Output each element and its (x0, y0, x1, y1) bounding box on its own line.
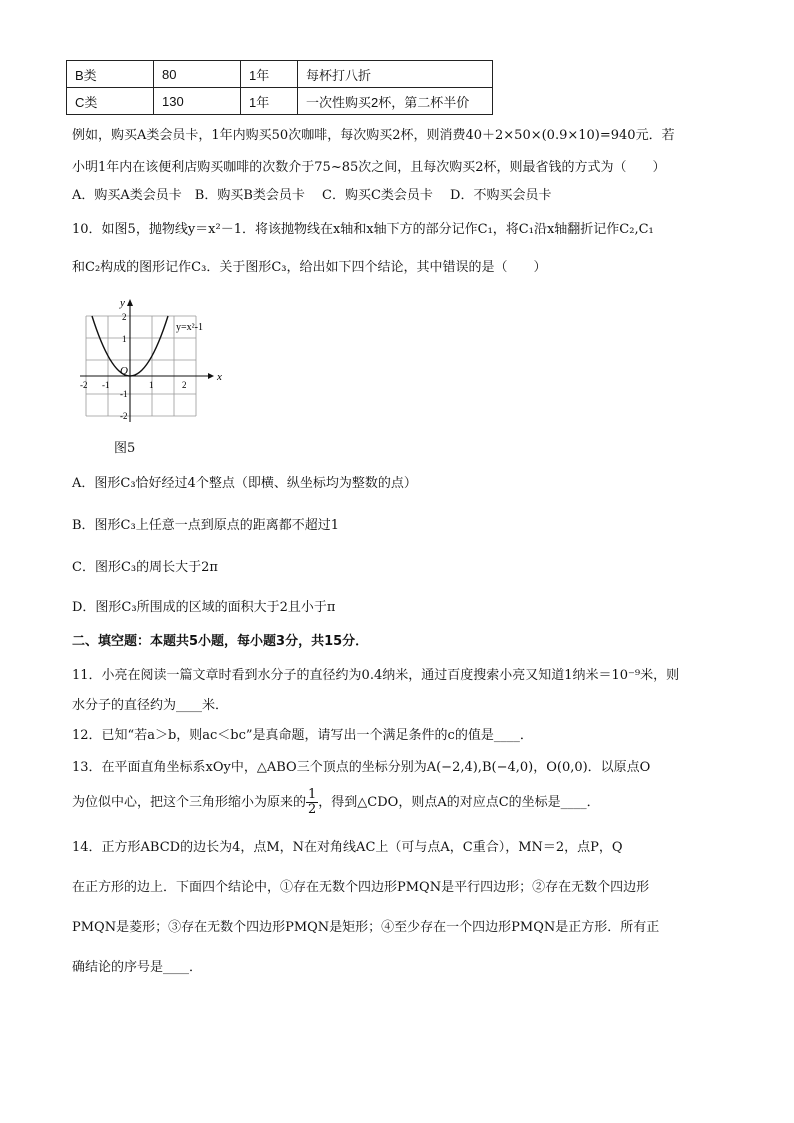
table-cell: 1年 (241, 88, 298, 115)
q9-line-2: 小明1年内在该便利店购买咖啡的次数介于75~85次之间，且每次购买2杯，则最省钱的方式为（ ） (72, 160, 666, 175)
table-cell: B类 (67, 61, 154, 88)
q10-line-1: 10．如图5，抛物线y＝x²－1．将该抛物线在x轴和x轴下方的部分记作C₁，将C₁沿x轴翻折记作C₂,C₁ (72, 222, 654, 237)
q14-line-3: PMQN是菱形；③存在无数个四边形PMQN是矩形；④至少存在一个四边形PMQN是正方形．所有正 (72, 920, 660, 935)
curve-label: y=x²-1 (176, 322, 203, 333)
q14-line-1: 14．正方形ABCD的边长为4，点M，N在对角线AC上（可与点A，C重合），MN＝2，点P，Q (72, 840, 623, 855)
tick-label: -2 (120, 411, 128, 421)
q14-line-2: 在正方形的边上．下面四个结论中，①存在无数个四边形PMQN是平行四边形；②存在无数个四边形 (72, 880, 650, 895)
q13-line-2-post: ，得到△CDO，则点A的对应点C的坐标是____． (318, 795, 600, 810)
q9-options: A．购买A类会员卡 B．购买B类会员卡 C．购买C类会员卡 D．不购买会员卡 (72, 188, 552, 203)
q12-text: 12．已知“若a＞b，则ac＜bc”是真命题，请写出一个满足条件的c的值是____． (72, 728, 533, 743)
tick-label: -1 (102, 380, 110, 390)
tick-label: -2 (80, 380, 88, 390)
tick-label: 2 (182, 380, 187, 390)
table-row (67, 88, 493, 115)
section-heading: 二、填空题：本题共5小题，每小题3分，共15分． (72, 634, 369, 649)
table-cell: 一次性购买2杯，第二杯半价 (298, 88, 493, 115)
q9-line-1: 例如，购买A类会员卡，1年内购买50次咖啡，每次购买2杯，则消费40＋2×50×(0.9×10)=940元．若 (72, 128, 675, 143)
figure-caption: 图5 (114, 441, 136, 456)
membership-table (66, 60, 493, 115)
x-axis-label: x (217, 371, 222, 383)
tick-label-y1: 1 (122, 334, 127, 344)
fraction-denominator: 2 (308, 802, 317, 817)
table-cell: C类 (67, 88, 154, 115)
q11-line-2: 水分子的直径约为____米． (72, 698, 229, 713)
q14-line-4: 确结论的序号是____． (72, 960, 203, 975)
q10-option-c: C．图形C₃的周长大于2π (72, 560, 218, 575)
table-cell: 80 (154, 61, 241, 88)
table-cell: 130 (154, 88, 241, 115)
origin-label: O (120, 365, 128, 377)
q10-option-a: A．图形C₃恰好经过4个整点（即横、纵坐标均为整数的点） (72, 476, 417, 491)
q10-option-b: B．图形C₃上任意一点到原点的距离都不超过1 (72, 518, 339, 533)
q11-line-1: 11．小亮在阅读一篇文章时看到水分子的直径约为0.4纳米，通过百度搜索小亮又知道1纳米＝10⁻⁹米，则 (72, 668, 680, 683)
table-row (67, 61, 493, 88)
x-axis-arrow-icon (208, 373, 214, 379)
figure-5-parabola (76, 296, 226, 424)
fraction-numerator: 1 (308, 787, 317, 802)
q10-option-d: D．图形C₃所围成的区域的面积大于2且小于π (72, 600, 336, 615)
q10-line-2: 和C₂构成的图形记作C₃．关于图形C₃，给出如下四个结论，其中错误的是（ ） (72, 260, 547, 275)
tick-label: -1 (120, 389, 128, 399)
table-cell: 每杯打八折 (298, 61, 493, 88)
q13-line-2-pre: 为位似中心，把这个三角形缩小为原来的 (72, 795, 307, 810)
y-axis-label: y (120, 297, 125, 309)
q13-line-2 (72, 788, 600, 817)
y-axis-arrow-icon (127, 299, 133, 306)
tick-label-y2: 2 (122, 312, 127, 322)
table-cell: 1年 (241, 61, 298, 88)
fraction (306, 788, 318, 817)
tick-label: 1 (149, 380, 154, 390)
q13-line-1: 13．在平面直角坐标系xOy中，△ABO三个顶点的坐标分别为A(−2,4),B(−4,0)，O(0,0)．以原点O (72, 760, 651, 775)
